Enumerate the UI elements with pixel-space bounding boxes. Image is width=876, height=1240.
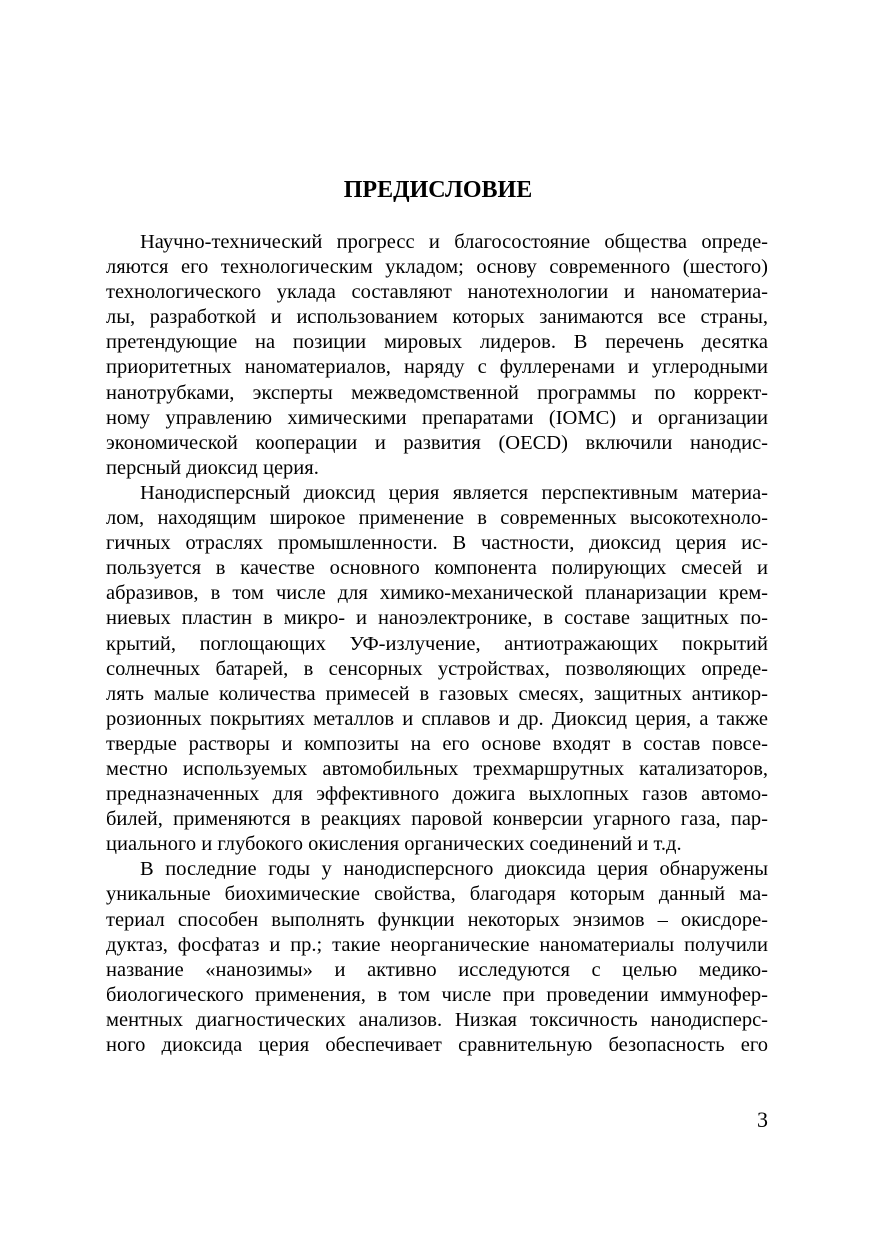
paragraph [106, 230, 768, 481]
text-line: биологического применения, в том числе при проведении иммунофер- [106, 983, 768, 1006]
page-title: ПРЕДИСЛОВИЕ [343, 177, 533, 203]
body-text [106, 230, 768, 1058]
paragraph [106, 857, 768, 1058]
text-line: уникальные биохимические свойства, благодаря которым данный ма- [106, 883, 768, 906]
text-line: Научно-технический прогресс и благосостояние общества опреде- [140, 231, 768, 253]
text-line: претендующие на позиции мировых лидеров. В перечень десятка [106, 331, 768, 354]
text-line: гичных отраслях промышленности. В частности, диоксид церия ис- [106, 532, 768, 555]
text-line: солнечных батарей, в сенсорных устройствах, позволяющих опреде- [106, 657, 768, 680]
text-line: нанотрубками, эксперты межведомственной программы по коррект- [106, 381, 768, 404]
text-line: ниевых пластин в микро- и наноэлектронике, в составе защитных по- [106, 607, 768, 630]
text-line: технологического уклада составляют нанотехнологии и наноматериа- [106, 281, 768, 304]
text-line: Нанодисперсный диоксид церия является перспективным материа- [140, 481, 768, 504]
text-line: ного диоксида церия обеспечивает сравнительную безопасность его [106, 1034, 768, 1056]
paragraph [106, 481, 768, 857]
text-line: ментных диагностических анализов. Низкая токсичность нанодисперс- [106, 1008, 768, 1031]
text-line: дуктаз, фосфатаз и пр.; такие неорганические наноматериалы получили [106, 933, 768, 956]
text-line: лом, находящим широкое применение в современных высокотехноло- [106, 507, 768, 530]
text-line: ному управлению химическими препаратами (IOMC) и организации [106, 406, 768, 429]
text-line: розионных покрытиях металлов и сплавов и др. Диоксид церия, а также [106, 707, 768, 730]
text-line: абразивов, в том числе для химико-механической планаризации крем- [106, 582, 768, 605]
text-line: твердые растворы и композиты на его основе входят в состав повсе- [106, 732, 768, 755]
text-line: приоритетных наноматериалов, наряду с фуллеренами и углеродными [106, 356, 768, 379]
text-line: билей, применяются в реакциях паровой конверсии угарного газа, пар- [106, 808, 768, 831]
text-line: ляются его технологическим укладом; основу современного (шестого) [106, 256, 768, 279]
text-line: лы, разработкой и использованием которых занимаются все страны, [106, 306, 768, 329]
text-line: крытий, поглощающих УФ-излучение, антиотражающих покрытий [106, 632, 768, 655]
text-line: циального и глубокого окисления органических соединений и т.д. [106, 833, 682, 856]
page-number: 3 [757, 1107, 768, 1132]
text-line: местно используемых автомобильных трехмаршрутных катализаторов, [106, 757, 768, 780]
text-line: название «нанозимы» и активно исследуются с целью медико- [106, 958, 768, 981]
text-line: пользуется в качестве основного компонента полирующих смесей и [106, 557, 768, 580]
text-line: лять малые количества примесей в газовых смесях, защитных антикор- [106, 682, 768, 705]
text-line: экономической кооперации и развития (OECD) включили нанодис- [106, 431, 768, 454]
text-line: предназначенных для эффективного дожига выхлопных газов автомо- [106, 783, 768, 806]
text-line: персный диоксид церия. [106, 456, 319, 479]
text-line: териал способен выполнять функции некоторых энзимов – окисдоре- [106, 908, 768, 931]
text-line: В последние годы у нанодисперсного диоксида церия обнаружены [140, 858, 768, 881]
